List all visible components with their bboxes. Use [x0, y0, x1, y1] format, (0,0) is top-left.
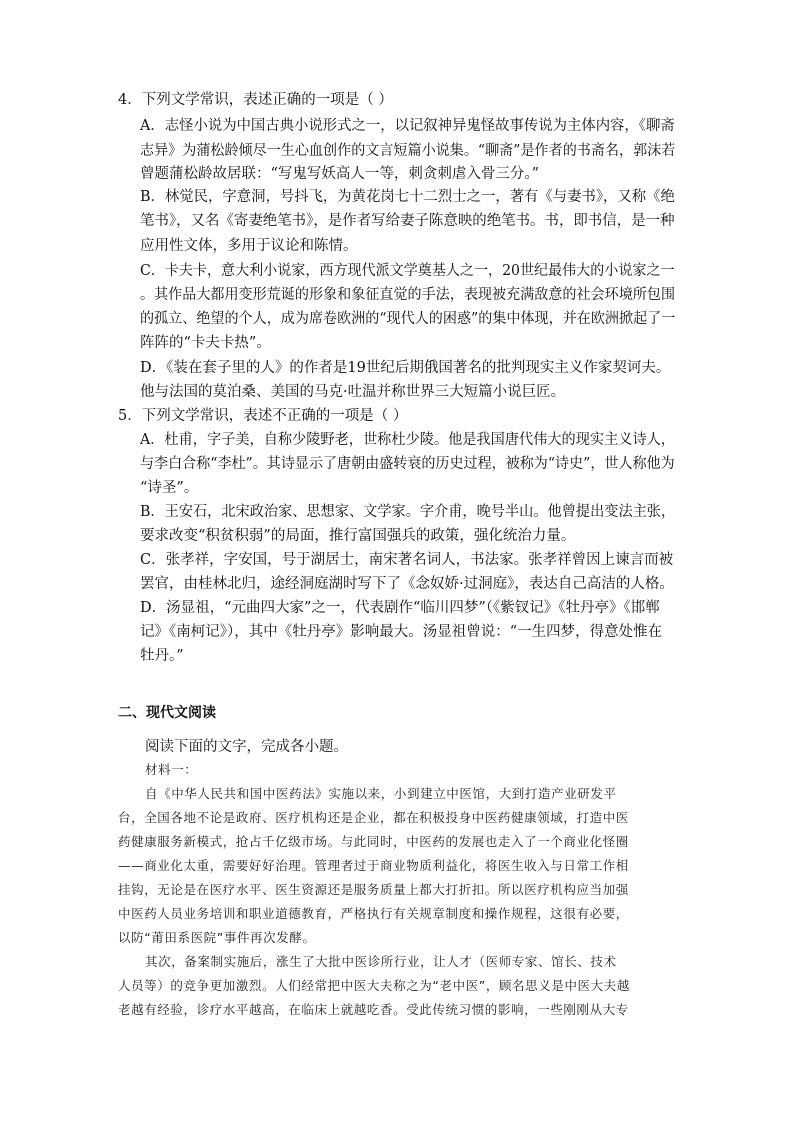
q4-line: 他与法国的莫泊桑、美国的马克·吐温并称世界三大短篇小说巨匠。: [140, 384, 566, 400]
question-4-stem: 4．下列文学常识，表述正确的一项是（ ）: [118, 92, 393, 108]
q4-line: 曾题蒲松龄故居联：“写鬼写妖高人一等，刺贪刺虐入骨三分。”: [140, 166, 540, 182]
q5-line: B．王安石，北宋政治家、思想家、文学家。字介甫，晚号半山。他曾提出变法主张，: [140, 504, 676, 520]
q4-line: 的孤立、绝望的个人，成为席卷欧洲的“现代人的困惑”的集中体现，并在欧洲掀起了一: [140, 311, 676, 327]
section-heading: 二、现代文阅读: [118, 705, 216, 721]
q5-line: 与李白合称“李杜”。其诗显示了唐朝由盛转衰的历史过程，被称为“诗史”，世人称他为: [140, 456, 675, 472]
q5-line: A．杜甫，字子美，自称少陵野老，世称杜少陵。他是我国唐代伟大的现实主义诗人，: [140, 432, 675, 448]
material-line: 人员等）的竞争更加激烈。人们经常把中医大夫称之为“老中医”，顾名思义是中医大夫越: [118, 978, 630, 993]
material-line: 老越有经验，诊疗水平越高，在临床上就越吃香。受此传统习惯的影响，一些刚刚从大专: [118, 1002, 629, 1017]
material-line: 自《中华人民共和国中医药法》实施以来，小到建立中医馆，大到打造产业研发平: [145, 786, 617, 801]
material-line: 以防“莆田系医院”事件再次发酵。: [118, 930, 316, 945]
q5-line: “诗圣”。: [140, 480, 199, 496]
q4-line: 。其作品大都用变形荒诞的形象和象征直觉的手法，表现被充满敌意的社会环境所包围: [140, 287, 676, 303]
q5-line: 记》《南柯记》），其中《牡丹亭》影响最大。汤显祖曾说：“一生四梦，得意处惟在: [140, 624, 663, 640]
material-line: 台，全国各地不论是政府、医疗机构还是企业，都在积极投身中医药健康领域，打造中医: [118, 810, 629, 825]
q5-line: 牡丹。”: [140, 648, 184, 664]
q4-line: 应用性文体，多用于议论和陈情。: [140, 238, 358, 254]
reading-instruction: 阅读下面的文字，完成各小题。: [145, 739, 348, 755]
material-line: 其次，备案制实施后，涨生了大批中医诊所行业，让人才（医师专家、馆长、技术: [145, 954, 617, 969]
material-label: 材料一：: [145, 762, 198, 777]
material-line: 挂钩，无论是在医疗水平、医生资源还是服务质量上都大打折扣。所以医疗机构应当加强: [118, 882, 629, 897]
question-5-stem: 5．下列文学常识，表述不正确的一项是（ ）: [118, 408, 408, 424]
q4-line: C．卡夫卡，意大利小说家，西方现代派文学奠基人之一，20世纪最伟大的小说家之一: [140, 263, 675, 279]
q5-line: 罢官，由桂林北归，途经洞庭湖时写下了《念奴娇·过洞庭》，表达自己高洁的人格。: [140, 576, 674, 592]
q5-line: 要求改变“积贫积弱”的局面，推行富国强兵的政策，强化统治力量。: [140, 528, 576, 544]
q5-line: D．汤显祖，“元曲四大家”之一，代表剧作“临川四梦”（《紫钗记》《牡丹亭》《邯郸: [140, 600, 660, 616]
material-line: 药健康服务新模式，抢占千亿级市场。与此同时，中医药的发展也走入了一个商业化怪圈: [118, 834, 629, 849]
q4-line: A．志怪小说为中国古典小说形式之一，以记叙神异鬼怪故事传说为主体内容，《聊斋: [140, 118, 675, 134]
material-line: 中医药人员业务培训和职业道德教育，严格执行有关规章制度和操作规程，这很有必要，: [118, 906, 629, 921]
material-line: ——商业化太重，需要好好治理。管理者过于商业物质利益化，将医生收入与日常工作相: [118, 858, 629, 873]
q4-line: D．《装在套子里的人》的作者是19世纪后期俄国著名的批判现实主义作家契诃夫。: [140, 360, 671, 376]
q4-line: 笔书》，又名《寄妻绝笔书》，是作者写给妻子陈意映的绝笔书。书，即书信，是一种: [140, 213, 675, 229]
q5-line: C．张孝祥，字安国，号于湖居士，南宋著名词人，书法家。张孝祥曾因上谏言而被: [140, 552, 674, 568]
q4-line: 志异》为蒲松龄倾尽一生心血创作的文言短篇小说集。“聊斋”是作者的书斋名，郭沫若: [140, 143, 676, 159]
q4-line: B．林觉民，字意洞，号抖飞，为黄花岗七十二烈士之一，著有《与妻书》，又称《绝: [140, 189, 675, 205]
q4-line: 阵阵的“卡夫卡热”。: [140, 335, 271, 351]
